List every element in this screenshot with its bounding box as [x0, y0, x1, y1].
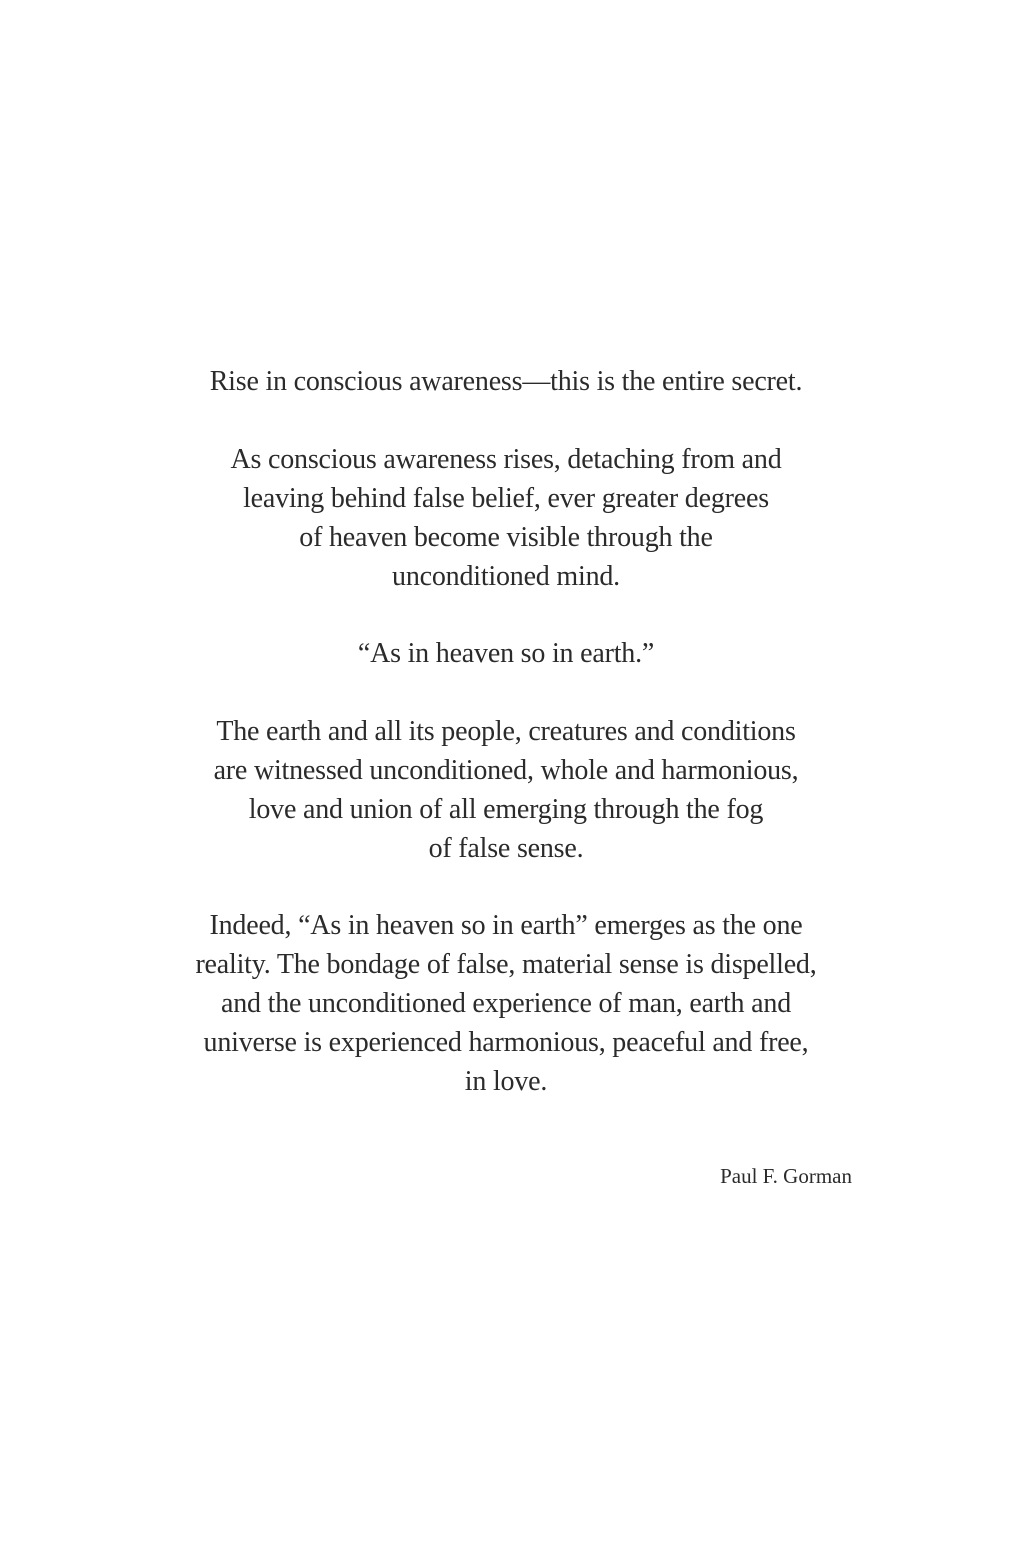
paragraph-line: of heaven become visible through the — [299, 522, 713, 553]
paragraph-line: “As in heaven so in earth.” — [357, 638, 655, 669]
paragraph-line: universe is experienced harmonious, peaceful and free, — [203, 1027, 809, 1058]
paragraph-line: As conscious awareness rises, detaching from and — [230, 444, 782, 475]
paragraph-line: and the unconditioned experience of man, earth and — [221, 988, 791, 1019]
paragraph-line: The earth and all its people, creatures and conditions — [216, 716, 796, 747]
paragraph-line: Indeed, “As in heaven so in earth” emerges as the one — [209, 910, 803, 941]
paragraph-5 — [0, 906, 1012, 1101]
paragraph-2 — [0, 440, 1012, 596]
paragraph-line: unconditioned mind. — [392, 561, 620, 592]
paragraph-line: of false sense. — [428, 833, 584, 864]
paragraph-line: reality. The bondage of false, material sense is dispelled, — [195, 949, 817, 980]
paragraph-1 — [0, 362, 1012, 401]
paragraph-line: leaving behind false belief, ever greater degrees — [243, 483, 769, 514]
author-signature: Paul F. Gorman — [720, 1164, 852, 1188]
paragraph-3 — [0, 634, 1012, 673]
paragraph-line: are witnessed unconditioned, whole and harmonious, — [213, 755, 799, 786]
paragraph-line: love and union of all emerging through the fog — [248, 794, 764, 825]
paragraph-4 — [0, 712, 1012, 868]
paragraph-line: Rise in conscious awareness—this is the entire secret. — [209, 366, 803, 397]
paragraph-line: in love. — [464, 1066, 548, 1097]
